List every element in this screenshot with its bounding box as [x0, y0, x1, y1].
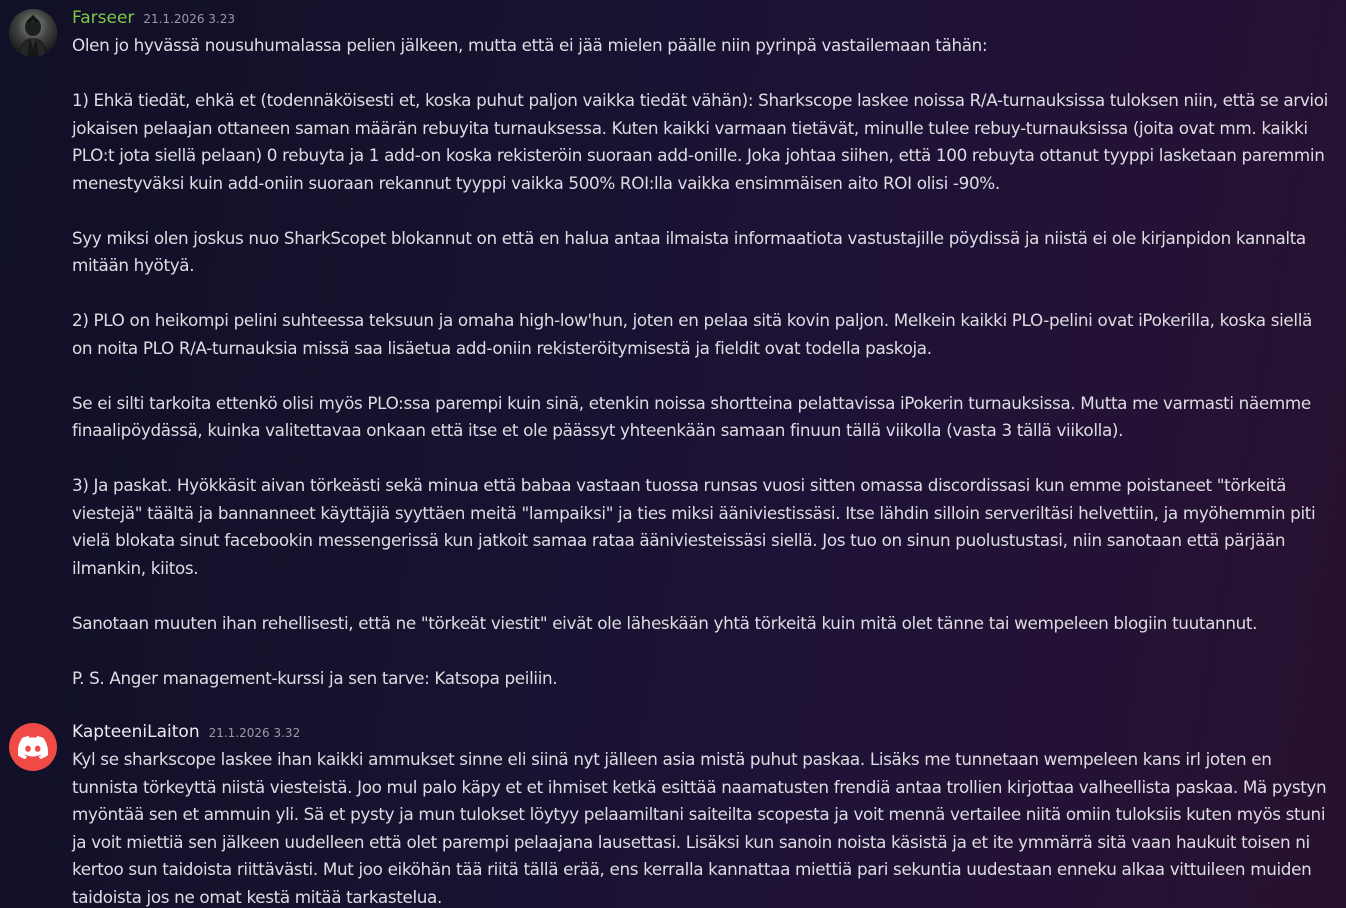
- message-paragraph: 3) Ja paskat. Hyökkäsit aivan törkeästi sekä minua että babaa vastaan tuossa runsas vuosi sitten omassa discordissasi kun emme poistaneet "törkeitä viestejä" täältä ja bannanneet käyttäjiä syyttäen meitä "lampaiksi" ja ties miksi ääniviestissäsi. Itse lähdin silloin serveriltäsi helvettiin, ja myöhemmin piti vielä blokata sinut facebookin messengerissä kun jatkoit samaa rataa ääniviesteissäsi siellä. Jos tuo on sinun puolustustasi, niin sanotaan että pärjään ilmankin, kiitos.: [72, 475, 1321, 578]
- username[interactable]: KapteeniLaiton: [72, 722, 200, 742]
- user-photo-icon: [9, 9, 57, 57]
- timestamp: 21.1.2026 3.32: [208, 726, 301, 740]
- message-content: [72, 746, 1334, 908]
- username[interactable]: Farseer: [72, 8, 135, 28]
- message-paragraph: 1) Ehkä tiedät, ehkä et (todennäköisesti et, koska puhut paljon vaikka tiedät vähän): Sharkscope laskee noissa R/A-turnauksissa tuloksen niin, että se arvioi jokaisen pelaajan ottaneen saman määrän rebuyita turnauksessa. Kuten kaikki varmaan tietävät, minulle tulee rebuy-turnauksissa (joita ovat mm. kaikki PLO:t jota siellä pelaan) 0 rebuyta ja 1 add-on koska rekisteröin suoraan add-onille. Joka johtaa siihen, että 100 rebuyta ottanut tyyppi lasketaan paremmin menestyväksi kuin add-oniin suoraan rekannut tyyppi vaikka 500% ROI:lla vaikka ensimmäisen aito ROI olisi -90%.: [72, 90, 1333, 193]
- message-header: [72, 5, 235, 31]
- message-paragraph: Syy miksi olen joskus nuo SharkScopet blokannut on että en halua antaa ilmaista informaatiota vastustajille pöydissä ja niistä ei ole kirjanpidon kannalta mitään hyötyä.: [72, 227, 1311, 275]
- message-paragraph: 2) PLO on heikompi pelini suhteessa teksuun ja omaha high-low'hun, joten en pelaa sitä kovin paljon. Melkein kaikki PLO-pelini ovat iPokerilla, koska siellä on noita PLO R/A-turnauksia missä saa lisäetua add-oniin rekisteröitymisestä ja fieldit ovat todella paskoja.: [72, 310, 1317, 358]
- timestamp: 21.1.2026 3.23: [143, 12, 235, 26]
- message-content: [72, 32, 1334, 692]
- message-paragraph: Sanotaan muuten ihan rehellisesti, että ne "törkeät viestit" eivät ole läheskään yhtä törkeitä kuin mitä olet tänne tai wempeleen blogiin tuutannut.: [72, 612, 1258, 633]
- farseer-avatar[interactable]: [9, 9, 57, 57]
- discord-logo-icon: [18, 736, 48, 759]
- message-paragraph: Se ei silti tarkoita ettenkö olisi myös PLO:ssa parempi kuin sinä, etenkin noissa shortteina pelattavissa iPokerin turnauksissa. Mutta me varmasti näemme finaalipöydässä, kuinka valitettavaa onkaan että itse et ole päässyt yhteenkään samaan finuun tällä viikolla (vasta 3 tällä viikolla).: [72, 392, 1316, 440]
- message-paragraph: P. S. Anger management-kurssi ja sen tarve: Katsopa peiliin.: [72, 667, 558, 688]
- message-paragraph: Olen jo hyvässä nousuhumalassa pelien jälkeen, mutta että ei jää mielen päälle niin pyrinpä vastailemaan tähän:: [72, 35, 988, 55]
- message-paragraph: Kyl se sharkscope laskee ihan kaikki ammukset sinne eli siinä nyt jälleen asia mistä puhut paskaa. Lisäks me tunnetaan wempeleen kans irl joten en tunnista törkeyttä niistä viesteistä. Joo mul palo käpy et et ihmiset ketkä esittää naamatusten frendiä antaa trollien kirjottaa valheellista paskaa. Mä pystyn myöntää sen et ammuin yli. Sä et pysty ja mun tulokset löytyy pelaamiltani saiteilta scopesta ja voit mennä vertailee niitä omiin tuloksiis kuten myös stuni ja voit miettiä sen jälkeen uudelleen että olet parempi pelaajana lausettasi. Lisäksi kun sanoin noista käsistä ja et ite ymmärrä sitä vaan haukuit toisen ni kertoo sun taidoista riittävästi. Mut joo eiköhän tää riitä tällä erää, ens kerralla kannattaa miettiä pari sekuntia uudestaan enneku alkaa vittuileen muiden taidoista jos ne omat kestä mitää tarkastelua.: [72, 749, 1332, 907]
- kapteeni-avatar[interactable]: [9, 723, 57, 771]
- message-header: [72, 719, 300, 745]
